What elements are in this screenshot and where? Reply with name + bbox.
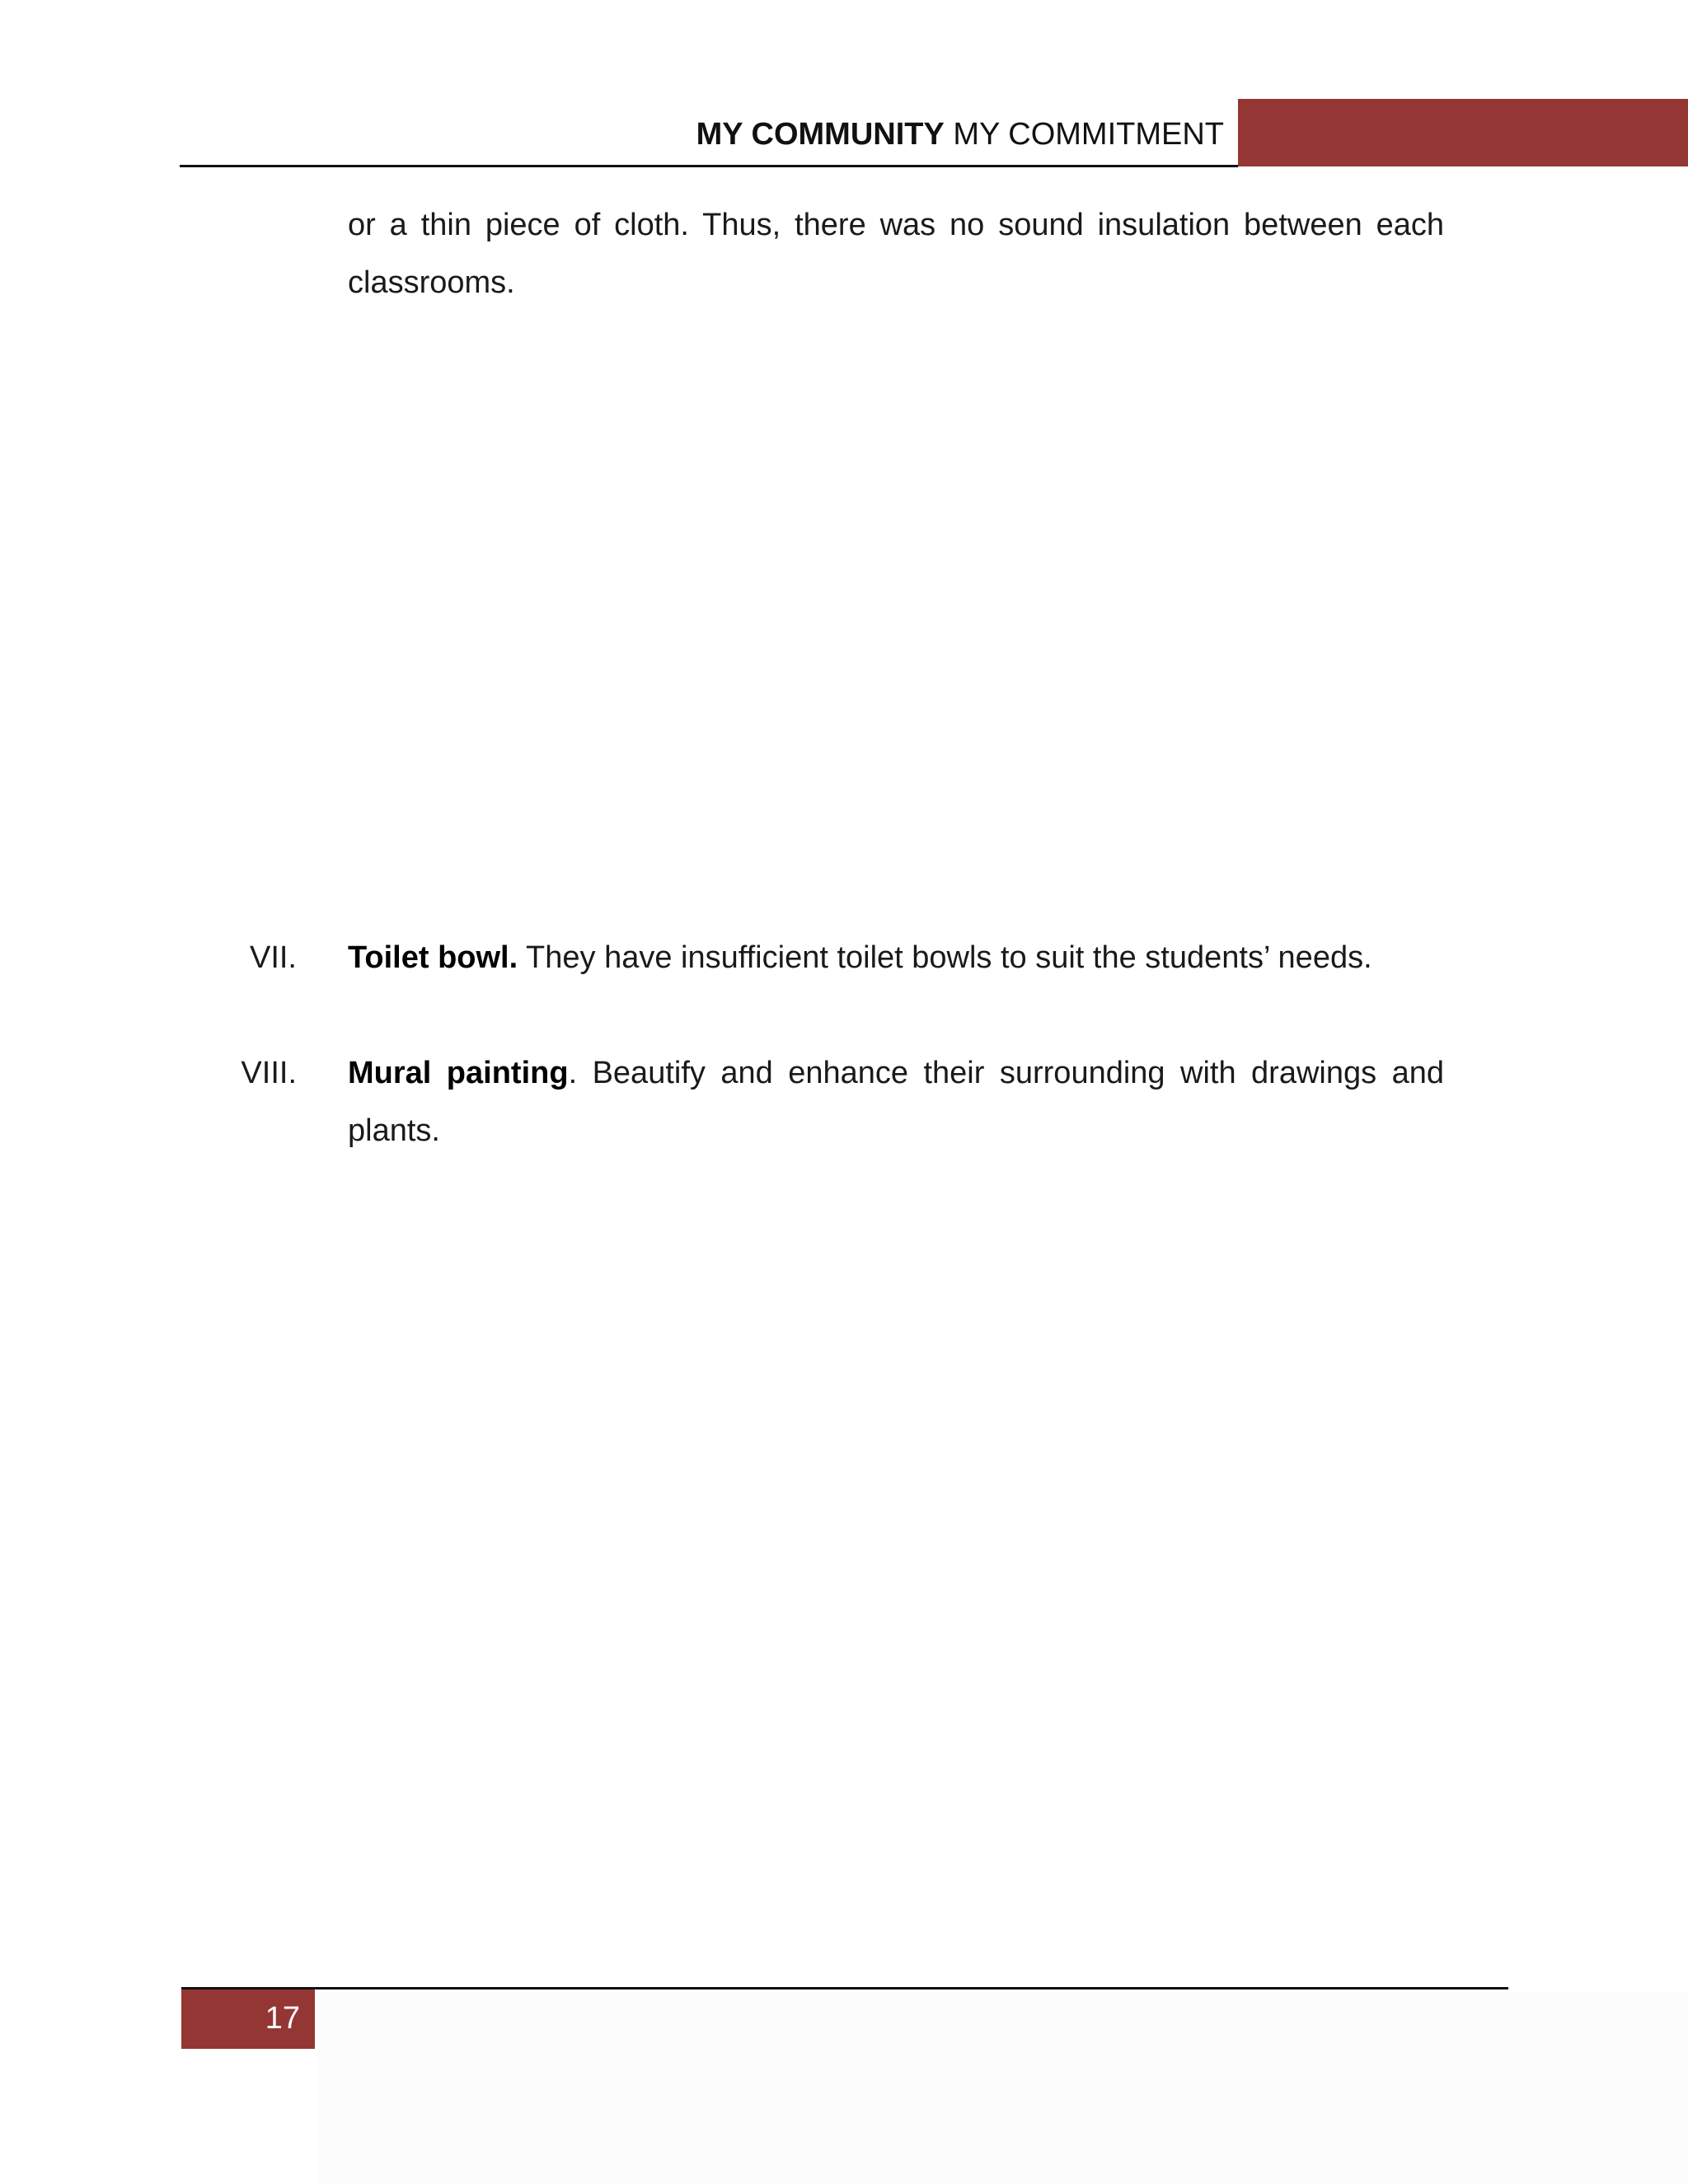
list-numeral: VIII. — [241, 1056, 297, 1090]
page-number: 17 — [265, 2001, 300, 2036]
header-title-bold: MY COMMUNITY — [696, 117, 945, 152]
header-rule — [180, 165, 1238, 167]
list-numeral: VII. — [249, 940, 297, 975]
page-number-box — [181, 1990, 315, 2049]
list-item-text — [348, 1044, 1444, 1160]
header-title-regular: MY COMMITMENT — [953, 117, 1224, 152]
list-item-text — [348, 929, 1444, 987]
continuation-paragraph: or a thin piece of cloth. Thus, there was no sound insulation between each classrooms. — [348, 208, 1444, 300]
list-item-description: . Beautify and enhance their surrounding with drawings and plants. — [348, 1056, 1444, 1148]
footer-rule — [181, 1987, 1508, 1990]
page-shade — [317, 1993, 1688, 2184]
header-accent-bar — [1238, 99, 1688, 166]
list-item-term: Toilet bowl. — [348, 940, 518, 975]
list-item-term: Mural painting — [348, 1056, 569, 1090]
list-item-description: They have insufficient toilet bowls to suit the students’ needs. — [526, 940, 1372, 975]
running-header — [696, 115, 1224, 153]
